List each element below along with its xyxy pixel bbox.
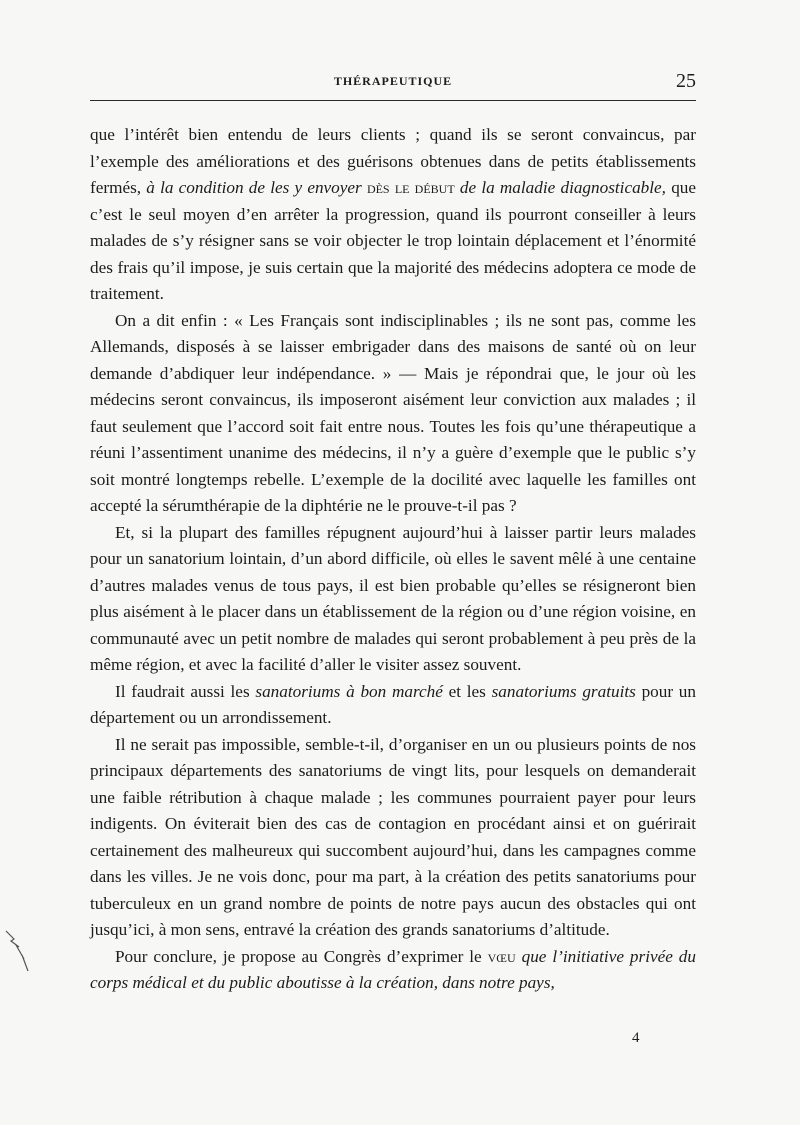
paragraph (90, 679, 696, 732)
italic-segment: sanatoriums gratuits (491, 681, 636, 701)
small-caps-segment: vœu (487, 946, 516, 966)
text-segment: et les (442, 681, 492, 701)
body-text (90, 122, 696, 997)
paragraph (90, 732, 696, 944)
text-segment: pour un département ou un arrondissement. (90, 681, 696, 727)
text-segment: que l’intérêt bien entendu de leurs clients ; quand ils se seront convaincus, par l’exemple des améliorations et des guérisons obtenues dans de petits établissements fermés, (90, 125, 696, 197)
text-segment: Et, si la plupart des familles répugnent aujourd’hui à laisser partir leurs malades pour un sanatorium lointain, d’un abord difficile, où elles le savent mêlé à une centaine d’autres malades venus de tous pays, il est bien probable qu’elles se résigneront bien plus aisément à le placer dans un établissement de la région ou d’une région voisine, en communauté avec un petit nombre de malades qui seront probablement à peu près de la même région, et avec la facilité d’aller le visiter assez souvent. (90, 522, 696, 674)
text-segment: On a dit enfin : « Les Français sont indisciplinables ; ils ne sont pas, comme les Allemands, disposés à se laisser embrigader dans des maisons de santé où on leur demande d’abdiquer leur indépendance. » — Mais je répondrai que, le jour où les médecins seront convaincus, ils imposeront aisément leur conviction aux malades ; il faut seulement que l’accord soit fait entre nous. Toutes les fois qu’une thérapeutique a réuni l’assentiment unanime des médecins, il n’y a guère d’exemple que le public s’y soit montré longtemps rebelle. L’exemple de la docilité avec laquelle les familles ont accepté la sérumthérapie de la diphtérie ne le prouve-t-il pas ? (90, 310, 696, 515)
page-number: 25 (676, 70, 696, 92)
text-segment: Pour conclure, je propose au Congrès d’exprimer le (115, 946, 488, 966)
running-title: THÉRAPEUTIQUE (333, 74, 453, 88)
small-caps-segment: dès le début (366, 178, 455, 197)
signature-mark: 4 (632, 1030, 640, 1046)
italic-segment: de la maladie diagnosticable, (454, 178, 666, 197)
italic-segment: à la condition de les y envoyer (146, 178, 367, 197)
text-segment: que c’est le seul moyen d’en arrêter la progression, quand ils pourront conseiller à leurs malades de s’y résigner sans se voir objecter le trop lointain déplacement et l’énormité des frais qu’il impose, je suis certain que la majorité des médecins adoptera ce mode de traitement. (90, 178, 697, 303)
text-segment: Il faudrait aussi les (115, 681, 256, 701)
header-rule (90, 100, 696, 101)
paragraph (90, 308, 696, 520)
paragraph (90, 520, 696, 679)
italic-segment: sanatoriums à bon marché (255, 681, 443, 701)
paragraph (90, 944, 696, 997)
text-segment: Il ne serait pas impossible, semble-t-il, d’organiser en un ou plusieurs points de nos principaux départements des sanatoriums de vingt lits, pour lesquels on demanderait une faible rétribution à chaque malade ; les communes pourraient payer pour leurs indigents. On éviterait bien des cas de contagion en procédant ainsi et on guérirait certainement des malheureux qui succombent aujourd’hui, dans les campagnes comme dans les villes. Je ne vois donc, pour ma part, à la création des petits sanatoriums pour tuberculeux en un grand nombre de points de notre pays aucun des obstacles qui ont jusqu’ici, à mon sens, entravé la création des grands sanatoriums d’altitude. (90, 734, 696, 939)
page-header (90, 70, 696, 102)
margin-smudge-icon (4, 925, 38, 975)
italic-segment: que l’initiative privée du corps médical et du public aboutisse à la création, dans notre pays, (90, 946, 696, 992)
paragraph (90, 122, 696, 308)
